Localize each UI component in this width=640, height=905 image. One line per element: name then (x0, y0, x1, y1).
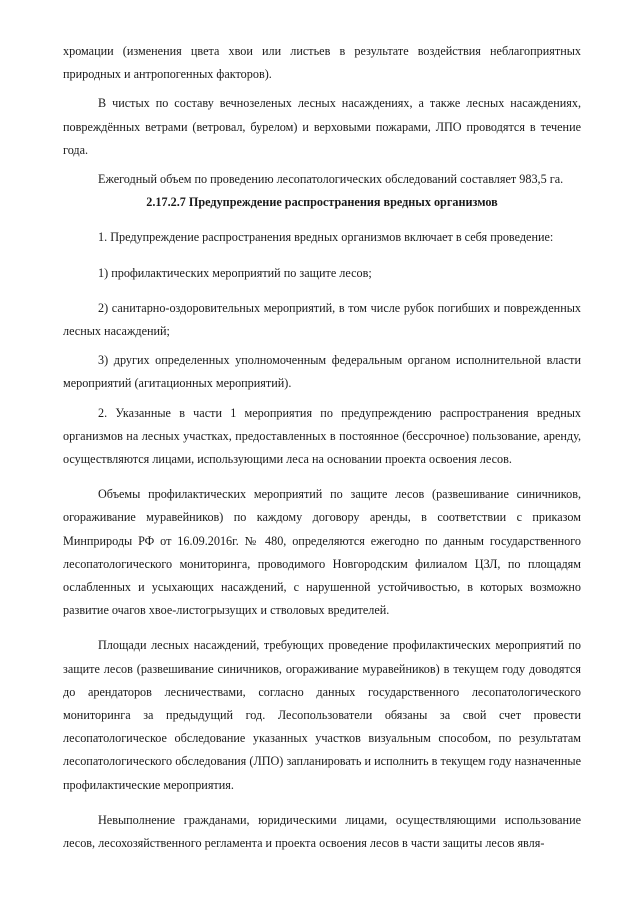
paragraph-continuation: хромации (изменения цвета хвои или листьев в результате воздействия неблагоприятных природных и антропогенных факторов). (63, 44, 581, 82)
paragraph-preventive-volumes: Объемы профилактических мероприятий по защите лесов (развешивание синичников, огораживание муравейников) по каждому договору аренды, в соответствии с приказом Минприроды РФ от 16.09.2016г. № 480, определяются ежегодно по данным государственного лесопатологического мониторинга, проводимого Новгородским филиалом ЦЗЛ, по площадям ослабленных и усыхающих насаждений, с нарушенной устойчивостью, в которых возможно развитие очагов хвое-листогрызущих и стволовых вредителей. (63, 487, 581, 618)
paragraph-item-1-3: 3) других определенных уполномоченным федеральным органом исполнительной власти мероприятий (агитационных мероприятий). (63, 353, 581, 391)
paragraph-item-1-2: 2) санитарно-оздоровительных мероприятий, в том числе рубок погибших и поврежденных лесных насаждений; (63, 300, 581, 339)
paragraph-annual-volume: Ежегодный объем по проведению лесопатологических обследований составляет 983,5 га. (98, 172, 564, 187)
paragraph-item-2: 2. Указанные в части 1 мероприятия по предупреждению распространения вредных организмов на лесных участках, предоставленных в постоянное (бессрочное) пользование, аренду, осуществляются лицами, использующими леса на основании проекта освоения лесов. (63, 405, 581, 467)
paragraph-evergreen: В чистых по составу вечнозеленых лесных насаждениях, а также лесных насаждениях, повреждённых ветрами (ветровал, бурелом) и верховыми пожарами, ЛПО проводятся в течение года. (63, 96, 581, 157)
paragraph-noncompliance: Невыполнение гражданами, юридическими лицами, осуществляющими использование лесов, лесохозяйственного регламента и проекта освоения лесов в части защиты лесов явля- (63, 812, 581, 851)
paragraph-item-1: 1. Предупреждение распространения вредных организмов включает в себя проведение: (98, 230, 554, 245)
paragraph-areas: Площади лесных насаждений, требующих проведение профилактических мероприятий по защите лесов (развешивание синичников, огораживание муравейников) в текущем году доводятся до арендаторов лесничествами, согласно данных государственного лесопатологического мониторинга за предыдущий год. Лесопользователи обязаны за свой счет провести лесопатологическое обследование указанных участков визуальным способом, по результатам лесопатологического обследования (ЛПО) запланировать и исполнить в текущем году назначенные профилактические мероприятия. (63, 638, 581, 792)
document-page (63, 40, 581, 855)
paragraph-item-1-1: 1) профилактических мероприятий по защите лесов; (98, 265, 372, 280)
section-heading: 2.17.2.7 Предупреждение распространения вредных организмов (146, 195, 498, 210)
